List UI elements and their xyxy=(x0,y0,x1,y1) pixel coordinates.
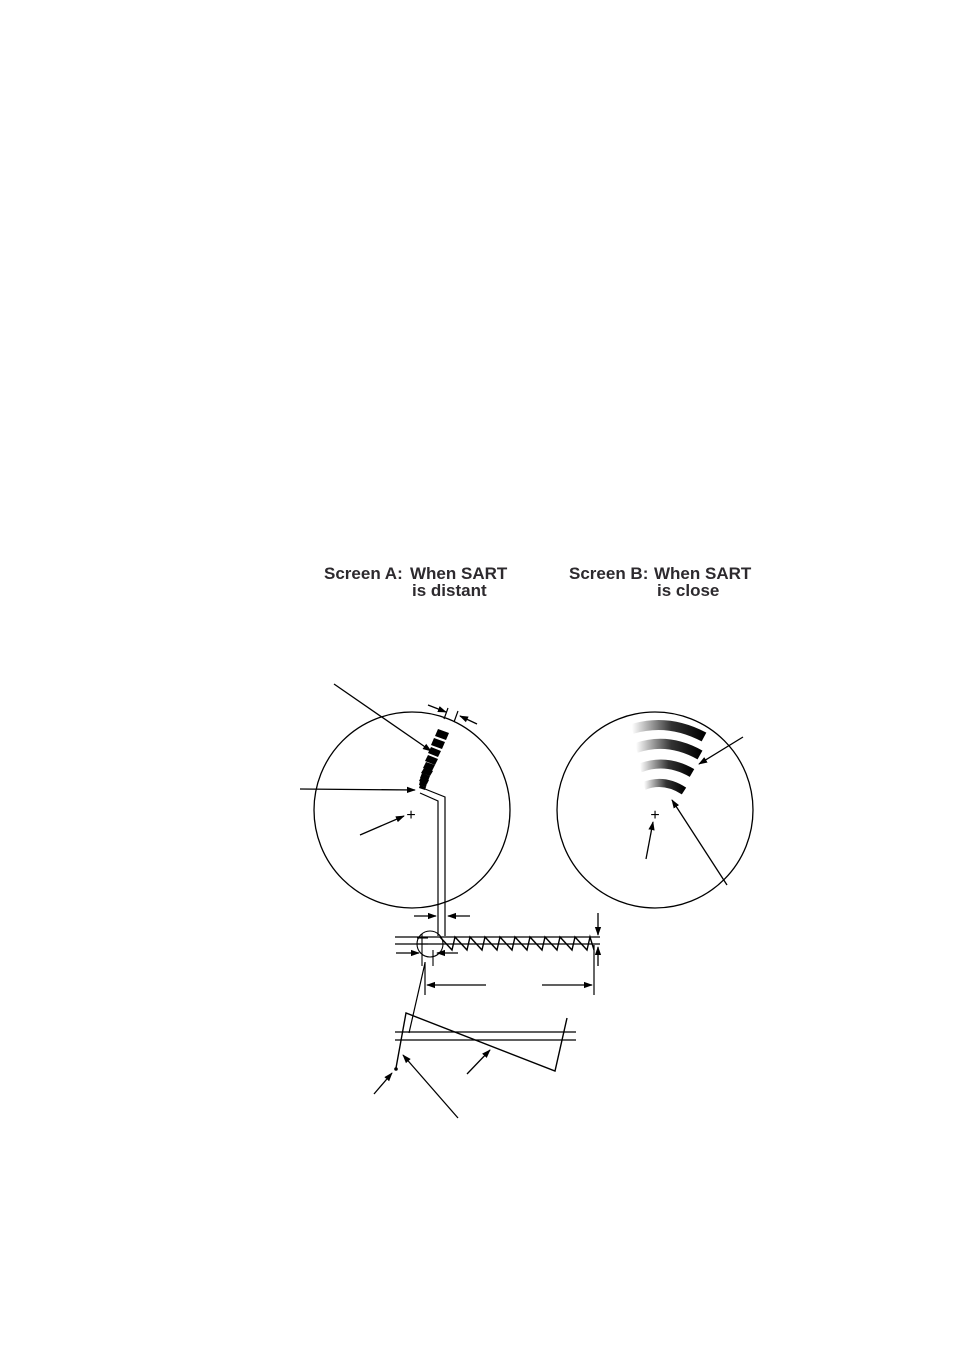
enlarge-start-dot xyxy=(394,1067,398,1071)
screen-a-label: Screen A: xyxy=(324,564,403,583)
trace-pipe-left xyxy=(420,793,438,936)
dot-width-tick-1 xyxy=(444,708,448,719)
enlarge-sweep xyxy=(396,1013,567,1071)
sart-distant-dots xyxy=(419,729,449,790)
dot-width-tick-2 xyxy=(454,711,458,722)
leader-first-dot-arrow xyxy=(300,789,415,790)
screen-a-caption-line2: is distant xyxy=(412,581,487,600)
screen-b-caption-line1: When SART xyxy=(654,564,752,583)
screen-a-own-ship-marker: + xyxy=(406,807,416,824)
enlarge-slope-arrow xyxy=(467,1050,490,1074)
leader-arcs-arrow xyxy=(699,737,743,764)
dot-width-arrow-left xyxy=(428,705,446,712)
screen-b-caption-line2: is close xyxy=(657,581,720,600)
trace-pipe-right xyxy=(425,789,445,936)
screen-b-own-ship-marker: + xyxy=(650,807,660,824)
leader-innermost-arc-arrow xyxy=(672,800,727,885)
sart-close-arcs xyxy=(632,725,704,791)
dot-width-arrow-right xyxy=(460,716,477,724)
enlargement-connector xyxy=(409,963,425,1033)
leader-dots-arrow xyxy=(334,684,431,751)
leader-own-ship-arrow xyxy=(360,816,404,835)
leader-own-ship-b-arrow xyxy=(646,822,653,859)
screen-a-caption-line1: When SART xyxy=(410,564,508,583)
enlarge-rise-arrow xyxy=(403,1055,458,1118)
screen-b-label: Screen B: xyxy=(569,564,649,583)
enlarge-start-arrow xyxy=(374,1073,392,1094)
